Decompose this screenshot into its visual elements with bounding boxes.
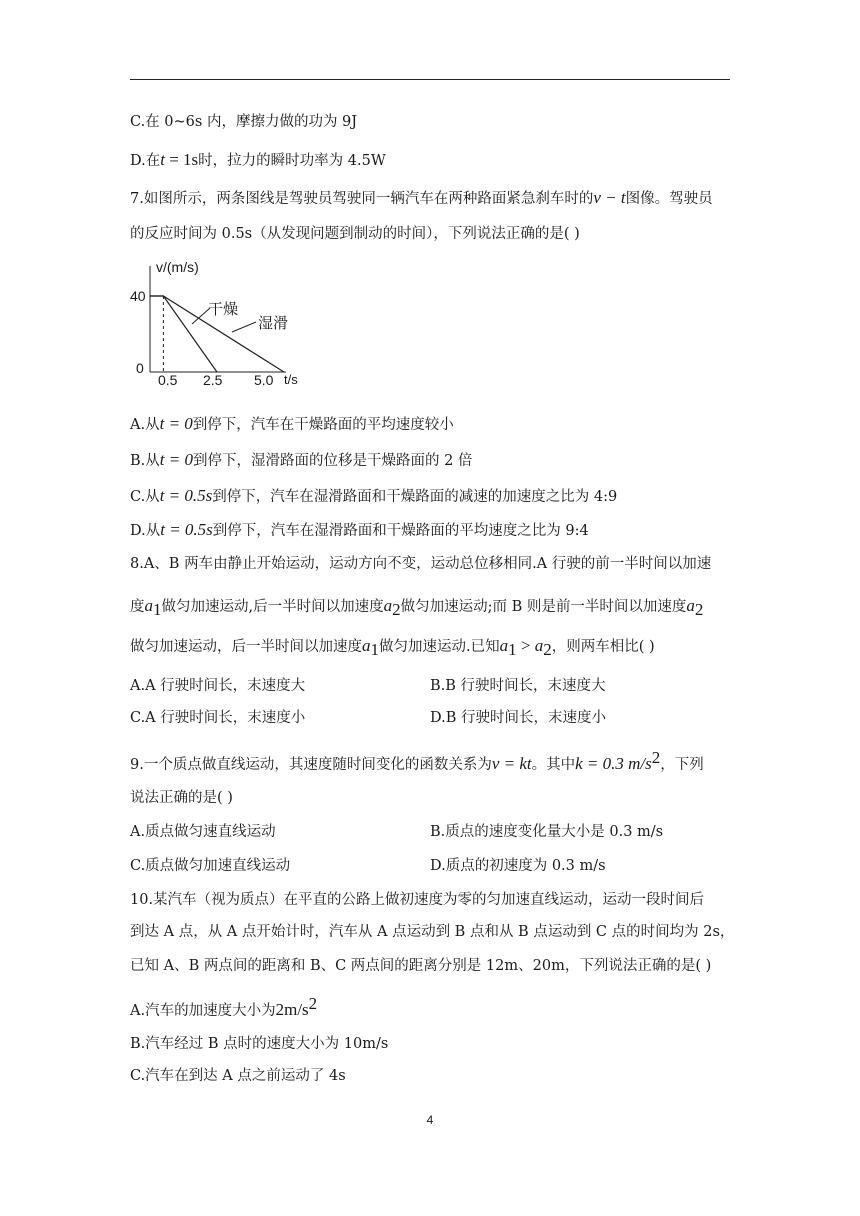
- q8-stem-line2: 度$a_1$做匀加速运动,后一半时间以加速度$a_2$做匀加速运动;而 B 则是前一半时间以加速度$a_2$: [130, 596, 704, 619]
- q10-stem-line1: 10.某汽车（视为质点）在平直的公路上做初速度为零的匀加速直线运动，运动一段时间后: [130, 892, 705, 908]
- q10-stem-line2: 到达 A 点，从 A 点开始计时，汽车从 A 点运动到 B 点和从 B 点运动到 C 点的时间均为 2s，: [130, 924, 735, 940]
- header-rule: [130, 79, 730, 80]
- x-tick-0-5: 0.5: [158, 372, 178, 388]
- q9-option-b: B.质点的速度变化量大小是 0.3 m/s: [430, 824, 664, 840]
- q6-option-d: D.在t = 1s时，拉力的瞬时功率为 4.5W: [130, 150, 386, 169]
- q9-stem-line2: 说法正确的是( ): [130, 790, 233, 806]
- q8-stem-line1: 8.A、B 两车由静止开始运动，运动方向不变，运动总位移相同.A 行驶的前一半时间以加速: [130, 556, 712, 572]
- q9-stem-line1: 9.一个质点做直线运动，其速度随时间变化的函数关系为v = kt。其中k = 0.3 $m/s^2$，下列: [130, 748, 704, 773]
- wet-label-leader: [232, 322, 256, 332]
- x-axis-label: t/s: [284, 372, 298, 387]
- q8-stem-line3: 做匀加速运动，后一半时间以加速度$a_1$做匀加速运动.已知$a_1 > a_2$，则两车相比( ): [130, 636, 655, 659]
- y-tick-0: 0: [136, 360, 144, 376]
- q7-option-b: B.从t = 0到停下，湿滑路面的位移是干燥路面的 2 倍: [130, 450, 473, 469]
- q9-option-a: A.质点做匀速直线运动: [130, 824, 276, 840]
- q7-stem-line2: 的反应时间为 0.5s（从发现问题到制动的时间），下列说法正确的是( ): [130, 226, 580, 242]
- q9-option-d: D.质点的初速度为 0.3 m/s: [430, 858, 606, 874]
- q7-stem-line1: 7.如图所示，两条图线是驾驶员驾驶同一辆汽车在两种路面紧急刹车时的v − t图像。驾驶员: [130, 188, 713, 207]
- q8-option-c: C.A 行驶时间长，末速度小: [130, 710, 306, 726]
- q10-option-a: A.汽车的加速度大小为$2m/s^2$: [130, 994, 318, 1019]
- vt-graph: [128, 256, 308, 390]
- y-axis-label: v/(m/s): [156, 259, 199, 275]
- q8-option-b: B.B 行驶时间长，末速度大: [430, 678, 606, 694]
- q7-option-a: A.从t = 0到停下，汽车在干燥路面的平均速度较小: [130, 414, 454, 433]
- q8-option-d: D.B 行驶时间长，末速度小: [430, 710, 606, 726]
- q10-stem-line3: 已知 A、B 两点间的距离和 B、C 两点间的距离分别是 12m、20m，下列说法正确的是( ): [130, 958, 712, 974]
- q7-option-c: C.从t = 0.5s到停下，汽车在湿滑路面和干燥路面的减速的加速度之比为 4:9: [130, 486, 618, 505]
- page-number: 4: [426, 1113, 434, 1127]
- x-tick-5-0: 5.0: [254, 372, 274, 388]
- q8-option-a: A.A 行驶时间长，末速度大: [130, 678, 306, 694]
- series-line-0: [150, 296, 217, 372]
- x-tick-2-5: 2.5: [203, 372, 223, 388]
- q9-option-c: C.质点做匀加速直线运动: [130, 858, 291, 874]
- series-label-dry: 干燥: [208, 301, 239, 318]
- series-label-wet: 湿滑: [258, 315, 289, 332]
- q6-option-c: C.在 0~6s 内，摩擦力做的功为 9J: [130, 114, 358, 130]
- q10-option-b: B.汽车经过 B 点时的速度大小为 10m/s: [130, 1036, 389, 1052]
- y-tick-40: 40: [130, 288, 146, 304]
- q7-option-d: D.从t = 0.5s到停下，汽车在湿滑路面和干燥路面的平均速度之比为 9:4: [130, 520, 589, 539]
- q10-option-c: C.汽车在到达 A 点之前运动了 4s: [130, 1068, 346, 1084]
